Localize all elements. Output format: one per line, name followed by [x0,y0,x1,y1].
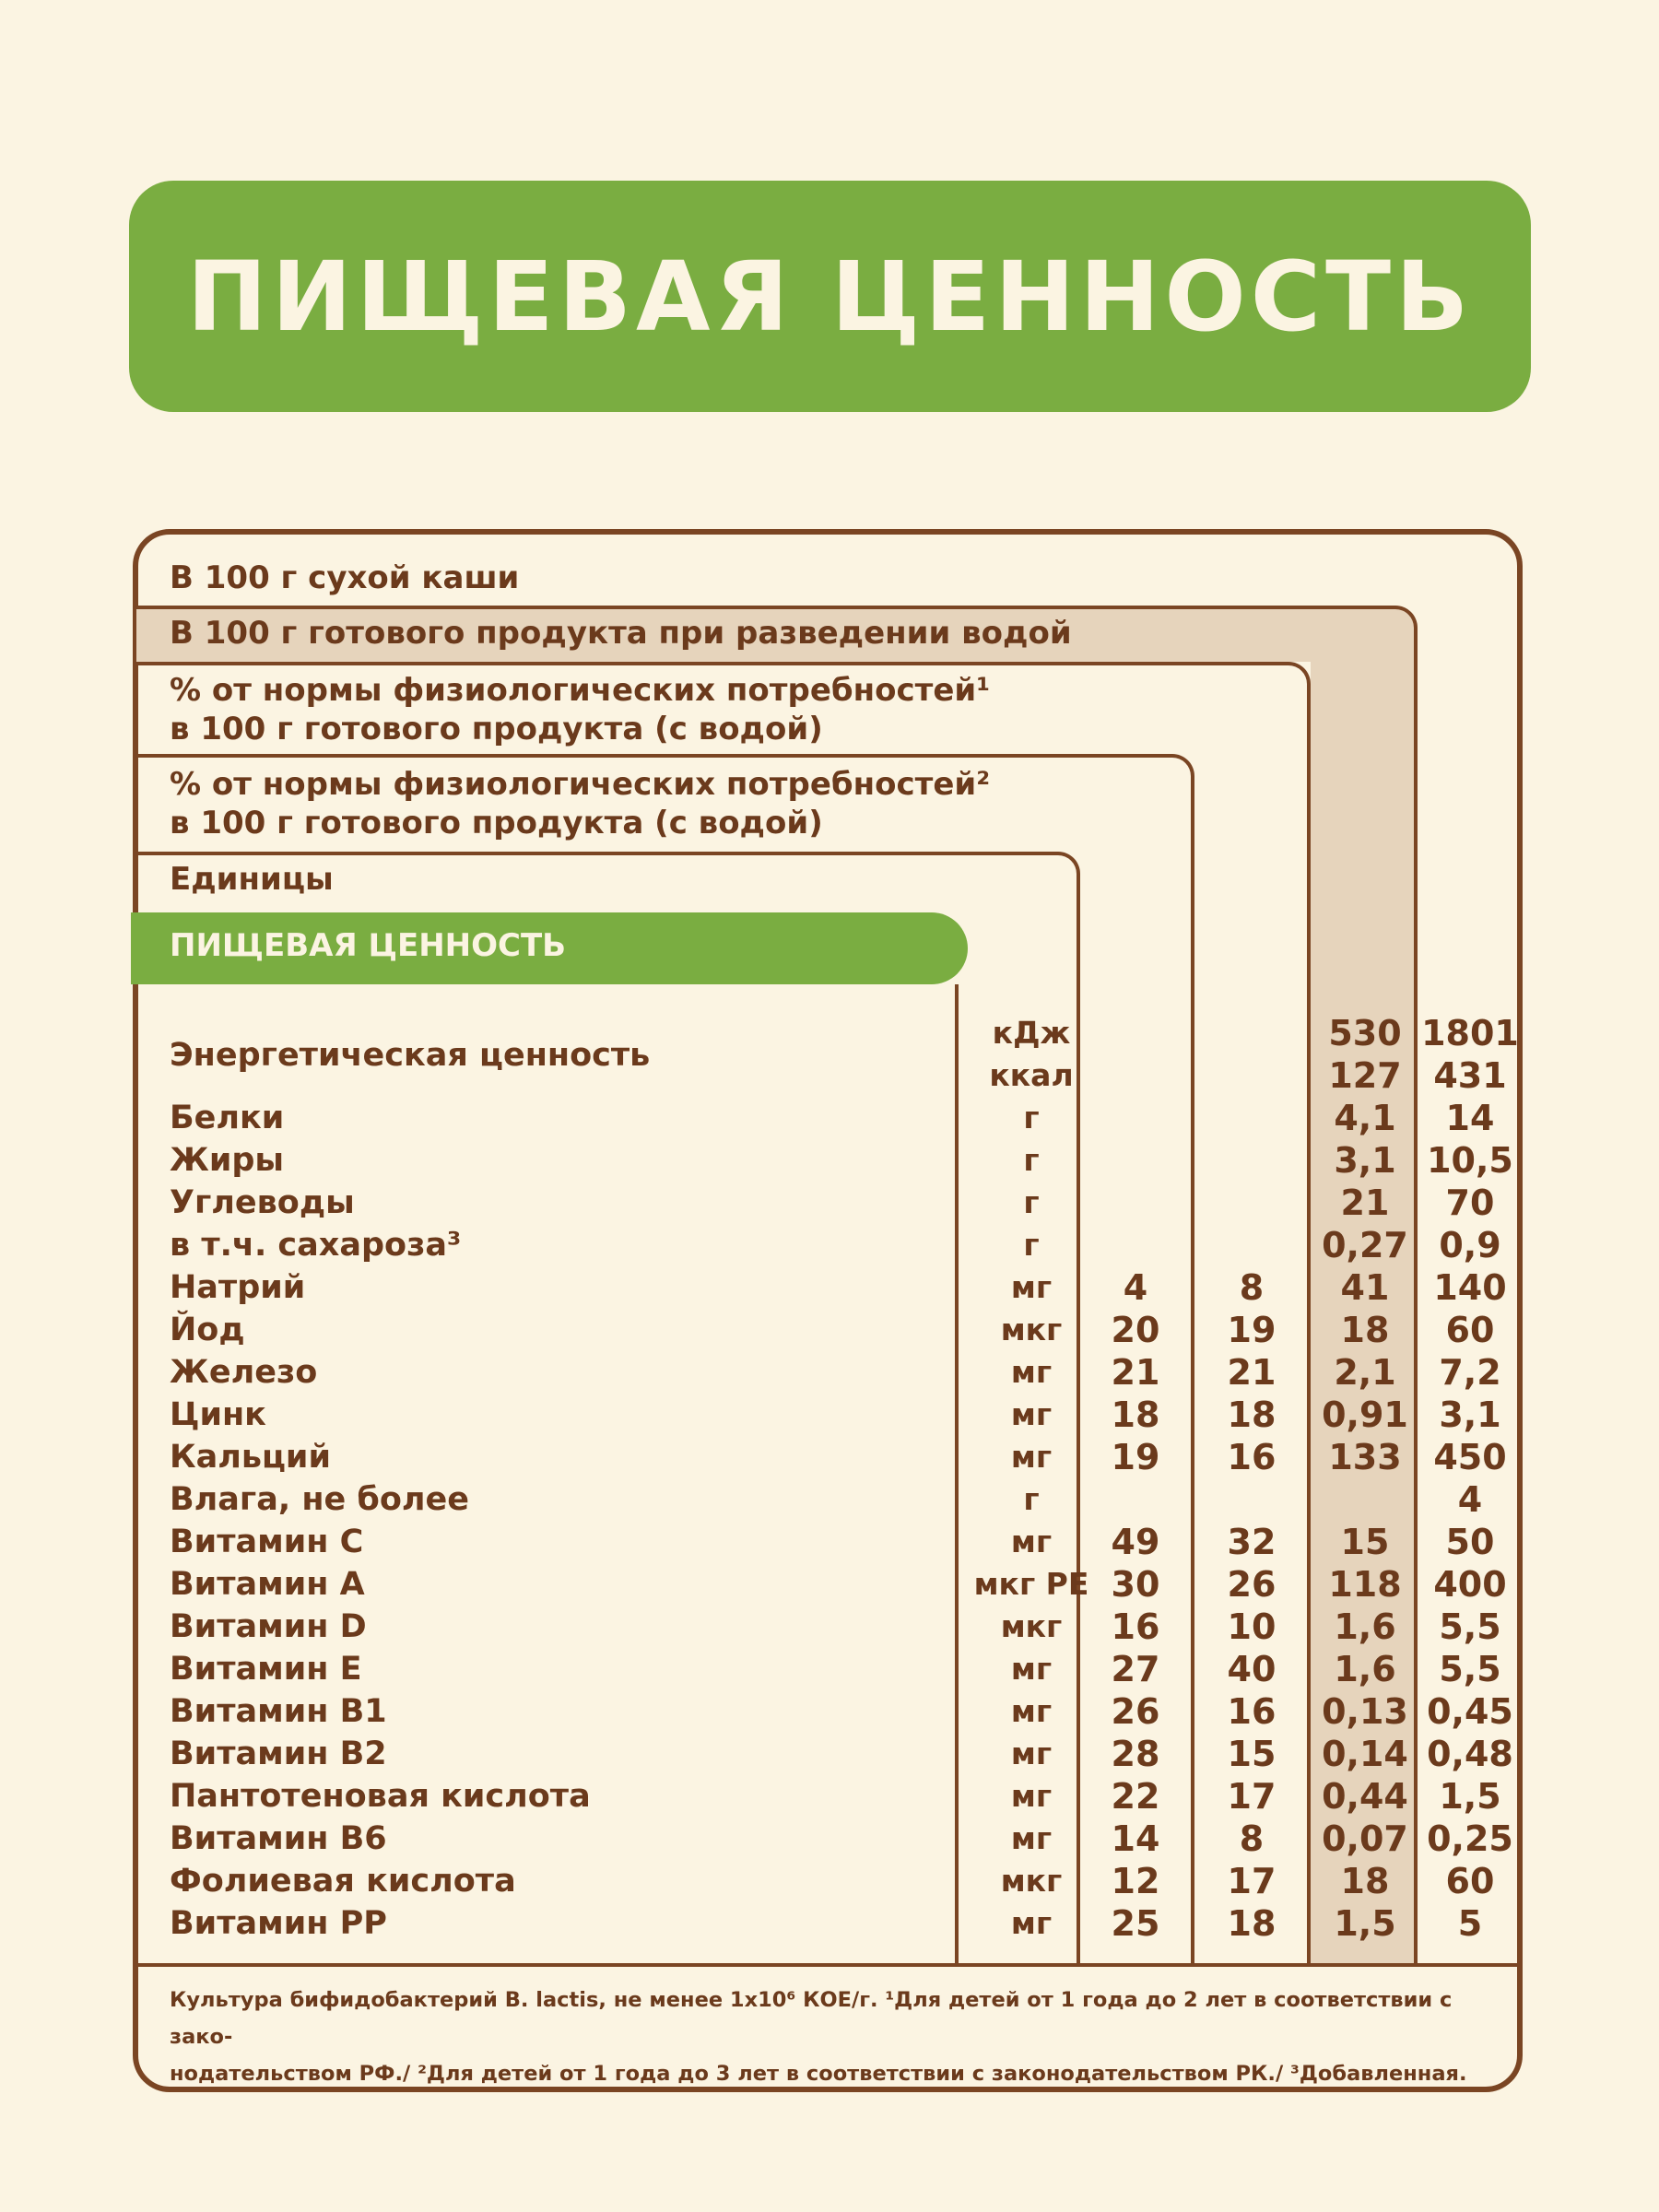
nutrient-unit: мкг [1000,1608,1063,1644]
nutrient-dry-value: 60 [1445,1861,1495,1901]
nutrient-unit: мкг [1000,1312,1063,1347]
nutrient-name: Витамин А [170,1566,365,1603]
nutrient-pct-rf: 30 [1111,1564,1160,1605]
nutrient-dry-value: 10,5 [1427,1140,1513,1181]
nutrient-prepared-value: 118 [1328,1564,1402,1605]
nutrient-pct-rk: 21 [1227,1352,1277,1393]
nutrient-prepared-value: 21 [1340,1182,1390,1223]
nutrient-name: Витамин Е [170,1651,362,1688]
nutrient-prepared-value: 41 [1340,1267,1390,1308]
nutrient-pct-rk: 8 [1239,1818,1265,1859]
nutrient-dry-value: 450 [1433,1437,1507,1477]
nutrient-pct-rk [1194,1054,1309,1097]
nutrient-unit: мг [1010,1693,1053,1729]
nutrient-unit: мг [1010,1269,1053,1305]
nutrient-unit: г [1023,1184,1040,1220]
nutrient-dry-value: 0,48 [1427,1734,1513,1774]
nutrient-dry-value: 4 [1457,1479,1483,1520]
nutrient-pct-rf: 25 [1111,1903,1160,1944]
nutrient-prepared-value [1311,1478,1419,1521]
nutrient-prepared-value: 4,1 [1334,1098,1396,1138]
nutrient-pct-rf: 49 [1111,1522,1160,1562]
nutrient-dry-value: 431 [1433,1055,1507,1096]
nutrient-prepared-value: 15 [1340,1522,1390,1562]
nutrient-dry-value: 0,9 [1439,1225,1501,1265]
nutrient-pct-rk: 17 [1227,1776,1277,1817]
nutrient-pct-rf [1080,1182,1191,1224]
footnote [170,1982,1497,2092]
nutrient-prepared-value: 530 [1328,1013,1402,1053]
nutrient-name: Пантотеновая кислота [170,1778,591,1815]
section-label: ПИЩЕВАЯ ЦЕННОСТЬ [170,927,567,964]
nutrient-unit: г [1023,1142,1040,1178]
nutrient-prepared-value: 2,1 [1334,1352,1396,1393]
nutrient-prepared-value: 127 [1328,1055,1402,1096]
nutrient-pct-rk: 10 [1227,1606,1277,1647]
nutrient-dry-value: 1801 [1421,1013,1519,1053]
header-pct1-line2: в 100 г готового продукта (с водой) [170,711,823,747]
nutrient-unit: мг [1010,1778,1053,1814]
header-units: Единицы [170,861,334,898]
nutrient-name: Йод [170,1312,245,1348]
nutrient-unit: г [1023,1100,1040,1135]
nutrient-dry-value: 70 [1445,1182,1495,1223]
nutrient-pct-rf: 21 [1111,1352,1160,1393]
nutrient-prepared-value: 0,13 [1322,1691,1408,1732]
nutrient-dry-value: 14 [1445,1098,1495,1138]
footnote-divider [136,1963,1517,1967]
nutrient-prepared-value: 0,27 [1322,1225,1408,1265]
nutrient-pct-rf [1080,1054,1191,1097]
nutrient-pct-rk: 16 [1227,1691,1277,1732]
nutrient-name: Витамин РР [170,1905,387,1942]
nutrient-name: Белки [170,1100,285,1136]
nutrient-unit: мг [1010,1439,1053,1475]
nutrient-prepared-value: 0,91 [1322,1394,1408,1435]
nutrient-pct-rf [1080,1097,1191,1139]
nutrient-pct-rk: 19 [1227,1310,1277,1350]
nutrient-dry-value: 60 [1445,1310,1495,1350]
nutrient-dry-value: 1,5 [1439,1776,1501,1817]
nutrient-name: Натрий [170,1269,306,1306]
nutrient-pct-rf [1080,1139,1191,1182]
nutrient-pct-rf: 19 [1111,1437,1160,1477]
nutrient-pct-rk [1194,1139,1309,1182]
nutrient-dry-value: 3,1 [1439,1394,1501,1435]
nutrient-dry-value: 0,45 [1427,1691,1513,1732]
nutrient-name: Углеводы [170,1184,355,1221]
nutrient-pct-rk: 26 [1227,1564,1277,1605]
nutrient-name: Витамин D [170,1608,367,1645]
nutrient-unit: мкг РЕ [973,1566,1089,1602]
nutrient-prepared-value: 0,14 [1322,1734,1408,1774]
nutrient-unit: г [1023,1481,1040,1517]
nutrient-prepared-value: 3,1 [1334,1140,1396,1181]
nutrient-name: Кальций [170,1439,331,1476]
nutrient-dry-value: 50 [1445,1522,1495,1562]
nutrient-pct-rk: 40 [1227,1649,1277,1689]
nutrient-prepared-value: 18 [1340,1310,1390,1350]
nutrient-prepared-value: 1,6 [1334,1606,1396,1647]
footnote-line-2: нодательством РФ./ ²Для детей от 1 года до 3 лет в соответствии с законодательством РК./ ³Добавленная. [170,2062,1467,2086]
nutrient-pct-rk: 18 [1227,1903,1277,1944]
nutrient-pct-rf: 26 [1111,1691,1160,1732]
nutrient-unit: кДж [992,1015,1071,1051]
nutrient-unit: мкг [1000,1863,1063,1899]
header-pct2-line2: в 100 г готового продукта (с водой) [170,805,823,841]
nutrient-pct-rk: 16 [1227,1437,1277,1477]
nutrient-prepared-value: 18 [1340,1861,1390,1901]
nutrient-dry-value: 7,2 [1439,1352,1501,1393]
nutrient-unit: мг [1010,1735,1053,1771]
nutrient-pct-rf: 27 [1111,1649,1160,1689]
nutrient-pct-rf [1080,1012,1191,1054]
nutrient-name: Энергетическая ценность [170,1037,651,1074]
nutrient-unit: г [1023,1227,1040,1263]
nutrient-dry-value: 140 [1433,1267,1507,1308]
nutrient-unit: мг [1010,1524,1053,1559]
nutrient-pct-rf: 28 [1111,1734,1160,1774]
footnote-line-1: Культура бифидобактерий B. lactis, не менее 1x10⁶ КОЕ/г. ¹Для детей от 1 года до 2 лет в соответствии с зако- [170,1988,1453,2049]
nutrient-pct-rk: 18 [1227,1394,1277,1435]
nutrient-prepared-value: 1,6 [1334,1649,1396,1689]
header-pct2-line1: % от нормы физиологических потребностей² [170,766,991,803]
nutrient-dry-value: 5,5 [1439,1649,1501,1689]
nutrient-pct-rk: 15 [1227,1734,1277,1774]
nutrient-name: Жиры [170,1142,285,1179]
nutrient-unit: мг [1010,1905,1053,1941]
nutrient-dry-value: 5 [1457,1903,1483,1944]
nutrient-name: Цинк [170,1396,266,1433]
nutrient-pct-rf: 20 [1111,1310,1160,1350]
nutrient-unit: ккал [989,1057,1074,1093]
nutrient-pct-rf: 4 [1123,1267,1148,1308]
nutrient-unit: мг [1010,1820,1053,1856]
nutrient-dry-value: 400 [1433,1564,1507,1605]
page-title: ПИЩЕВАЯ ЦЕННОСТЬ [186,240,1474,353]
nutrient-pct-rf: 22 [1111,1776,1160,1817]
nutrient-pct-rf: 14 [1111,1818,1160,1859]
header-prepared: В 100 г готового продукта при разведении водой [170,615,1072,652]
title-banner [129,181,1531,412]
nutrient-pct-rk: 8 [1239,1267,1265,1308]
nutrient-dry-value: 0,25 [1427,1818,1513,1859]
nutrient-name: Витамин В1 [170,1693,387,1730]
nutrient-pct-rk [1194,1012,1309,1054]
nutrient-name: Витамин В2 [170,1735,387,1772]
nutrient-pct-rf: 12 [1111,1861,1160,1901]
nutrient-pct-rf [1080,1478,1191,1521]
nutrient-name: в т.ч. сахароза³ [170,1227,462,1264]
nutrient-prepared-value: 0,44 [1322,1776,1408,1817]
nutrient-name: Фолиевая кислота [170,1863,516,1900]
nutrient-unit: мг [1010,1651,1053,1687]
nutrient-pct-rk [1194,1097,1309,1139]
nutrient-name: Витамин С [170,1524,364,1560]
nutrient-pct-rk: 17 [1227,1861,1277,1901]
nutrient-prepared-value: 0,07 [1322,1818,1408,1859]
nutrient-pct-rk [1194,1224,1309,1266]
nutrient-pct-rf: 18 [1111,1394,1160,1435]
nutrient-pct-rf: 16 [1111,1606,1160,1647]
nutrient-dry-value: 5,5 [1439,1606,1501,1647]
nutrient-unit: мг [1010,1354,1053,1390]
nutrient-prepared-value: 1,5 [1334,1903,1396,1944]
nutrient-pct-rk [1194,1182,1309,1224]
nutrient-name: Витамин В6 [170,1820,387,1857]
header-pct1-line1: % от нормы физиологических потребностей¹ [170,672,991,709]
header-dry: В 100 г сухой каши [170,559,520,596]
nutrient-pct-rk: 32 [1227,1522,1277,1562]
nutrient-pct-rf [1080,1224,1191,1266]
nutrient-name: Влага, не более [170,1481,470,1518]
nutrient-unit: мг [1010,1396,1053,1432]
nutrient-prepared-value: 133 [1328,1437,1402,1477]
nutrient-name: Железо [170,1354,318,1391]
nutrient-pct-rk [1194,1478,1309,1521]
